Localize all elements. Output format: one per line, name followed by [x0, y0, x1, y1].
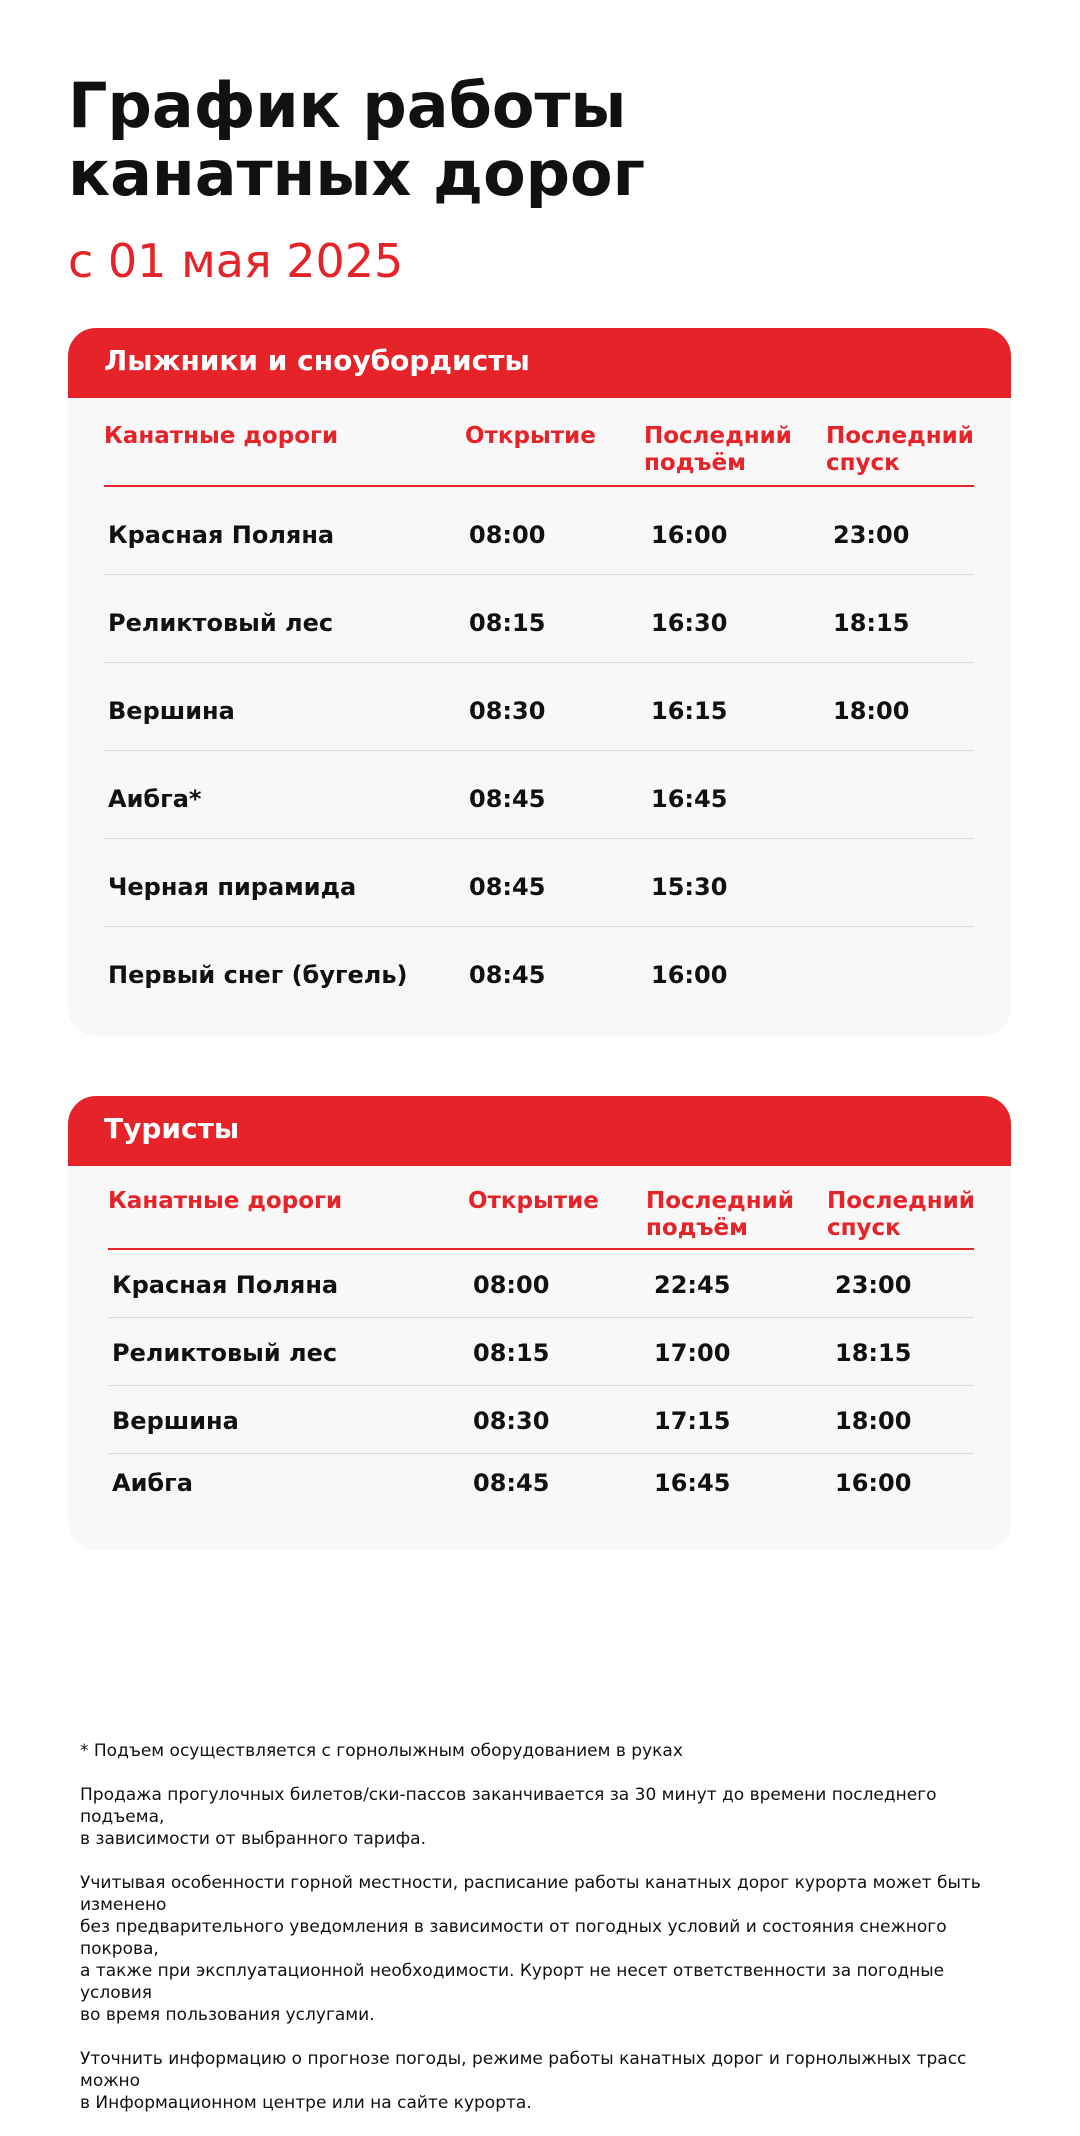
- info-note: [80, 2048, 1010, 2114]
- footer-notes: [80, 1740, 1010, 2136]
- sales-note-line: в зависимости от выбранного тарифа.: [80, 1829, 426, 1849]
- open-time: 08:45: [469, 873, 546, 901]
- last-down-time: 18:00: [835, 1407, 912, 1435]
- lift-name: Реликтовый лес: [112, 1339, 338, 1367]
- column-header-open: Открытие: [465, 423, 596, 449]
- lift-name: Аибга*: [108, 785, 202, 813]
- open-time: 08:45: [469, 961, 546, 989]
- tourists-card-heading: Туристы: [68, 1096, 1011, 1166]
- column-header-last-down: [826, 423, 974, 477]
- last-up-time: 16:30: [651, 609, 728, 637]
- lift-name: Аибга: [112, 1469, 193, 1497]
- lift-name: Вершина: [112, 1407, 239, 1435]
- table-row: [108, 1250, 974, 1318]
- last-up-time: 16:00: [651, 961, 728, 989]
- skiers-schedule-card: [68, 328, 1011, 1036]
- table-row: [104, 575, 974, 663]
- table-row: [104, 751, 974, 839]
- table-row: [108, 1318, 974, 1386]
- disclaimer-line: а также при эксплуатационной необходимости. Курорт не несет ответственности за погодные условия: [80, 1961, 945, 2003]
- table-row: [104, 487, 974, 575]
- disclaimer: [80, 1872, 1010, 2026]
- open-time: 08:45: [473, 1469, 550, 1497]
- disclaimer-line: без предварительного уведомления в зависимости от погодных условий и состояния снежного покрова,: [80, 1917, 947, 1959]
- page-title-line: График работы: [68, 69, 627, 142]
- column-header-last-up-line: Последний: [646, 1188, 794, 1214]
- page-title: [68, 69, 968, 210]
- lift-name: Вершина: [108, 697, 235, 725]
- open-time: 08:15: [473, 1339, 550, 1367]
- last-down-time: 23:00: [833, 521, 910, 549]
- column-header-last-down: [827, 1188, 975, 1242]
- open-time: 08:15: [469, 609, 546, 637]
- info-note-line: Уточнить информацию о прогнозе погоды, режиме работы канатных дорог и горнолыжных трасс можно: [80, 2049, 967, 2091]
- column-header-last-down-line: спуск: [827, 1215, 901, 1241]
- skiers-card-heading: Лыжники и сноубордисты: [68, 328, 1011, 398]
- effective-date: с 01 мая 2025: [68, 234, 404, 288]
- last-up-time: 17:15: [654, 1407, 731, 1435]
- column-header-last-down-line: Последний: [826, 423, 974, 449]
- lift-name: Красная Поляна: [112, 1271, 339, 1299]
- column-header-lift: Канатные дороги: [108, 1188, 343, 1214]
- last-up-time: 15:30: [651, 873, 728, 901]
- info-note-line: в Информационном центре или на сайте курорта.: [80, 2093, 532, 2113]
- table-row: [104, 839, 974, 927]
- disclaimer-line: во время пользования услугами.: [80, 2005, 375, 2025]
- last-down-time: 18:00: [833, 697, 910, 725]
- last-down-time: 18:15: [833, 609, 910, 637]
- page-title-line: канатных дорог: [68, 137, 646, 210]
- lift-name: Красная Поляна: [108, 521, 335, 549]
- open-time: 08:45: [469, 785, 546, 813]
- sales-note-line: Продажа прогулочных билетов/ски-пассов заканчивается за 30 минут до времени последнего подъема,: [80, 1785, 937, 1827]
- last-down-time: 16:00: [835, 1469, 912, 1497]
- table-row: [104, 927, 974, 1015]
- footnote: * Подъем осуществляется с горнолыжным оборудованием в руках: [80, 1741, 683, 1761]
- open-time: 08:30: [469, 697, 546, 725]
- column-header-last-up: [644, 423, 792, 477]
- last-up-time: 17:00: [654, 1339, 731, 1367]
- open-time: 08:00: [469, 521, 546, 549]
- lift-name: Первый снег (бугель): [108, 961, 408, 989]
- last-up-time: 16:45: [654, 1469, 731, 1497]
- sales-note: [80, 1784, 1010, 1850]
- last-up-time: 16:00: [651, 521, 728, 549]
- last-down-time: 23:00: [835, 1271, 912, 1299]
- lift-name: Черная пирамида: [108, 873, 357, 901]
- column-header-last-up: [646, 1188, 794, 1242]
- tourists-schedule-card: [68, 1096, 1011, 1550]
- column-header-last-up-line: Последний: [644, 423, 792, 449]
- table-row: [104, 663, 974, 751]
- last-up-time: 16:45: [651, 785, 728, 813]
- lift-name: Реликтовый лес: [108, 609, 334, 637]
- column-header-last-down-line: Последний: [827, 1188, 975, 1214]
- open-time: 08:00: [473, 1271, 550, 1299]
- column-header-last-up-line: подъём: [646, 1215, 748, 1241]
- column-header-last-down-line: спуск: [826, 450, 900, 476]
- open-time: 08:30: [473, 1407, 550, 1435]
- column-header-open: Открытие: [468, 1188, 599, 1214]
- last-up-time: 22:45: [654, 1271, 731, 1299]
- last-down-time: 18:15: [835, 1339, 912, 1367]
- column-header-lift: Канатные дороги: [104, 423, 339, 449]
- table-row: [108, 1454, 974, 1522]
- last-up-time: 16:15: [651, 697, 728, 725]
- disclaimer-line: Учитывая особенности горной местности, расписание работы канатных дорог курорта может быть изменено: [80, 1873, 981, 1915]
- column-header-last-up-line: подъём: [644, 450, 746, 476]
- table-row: [108, 1386, 974, 1454]
